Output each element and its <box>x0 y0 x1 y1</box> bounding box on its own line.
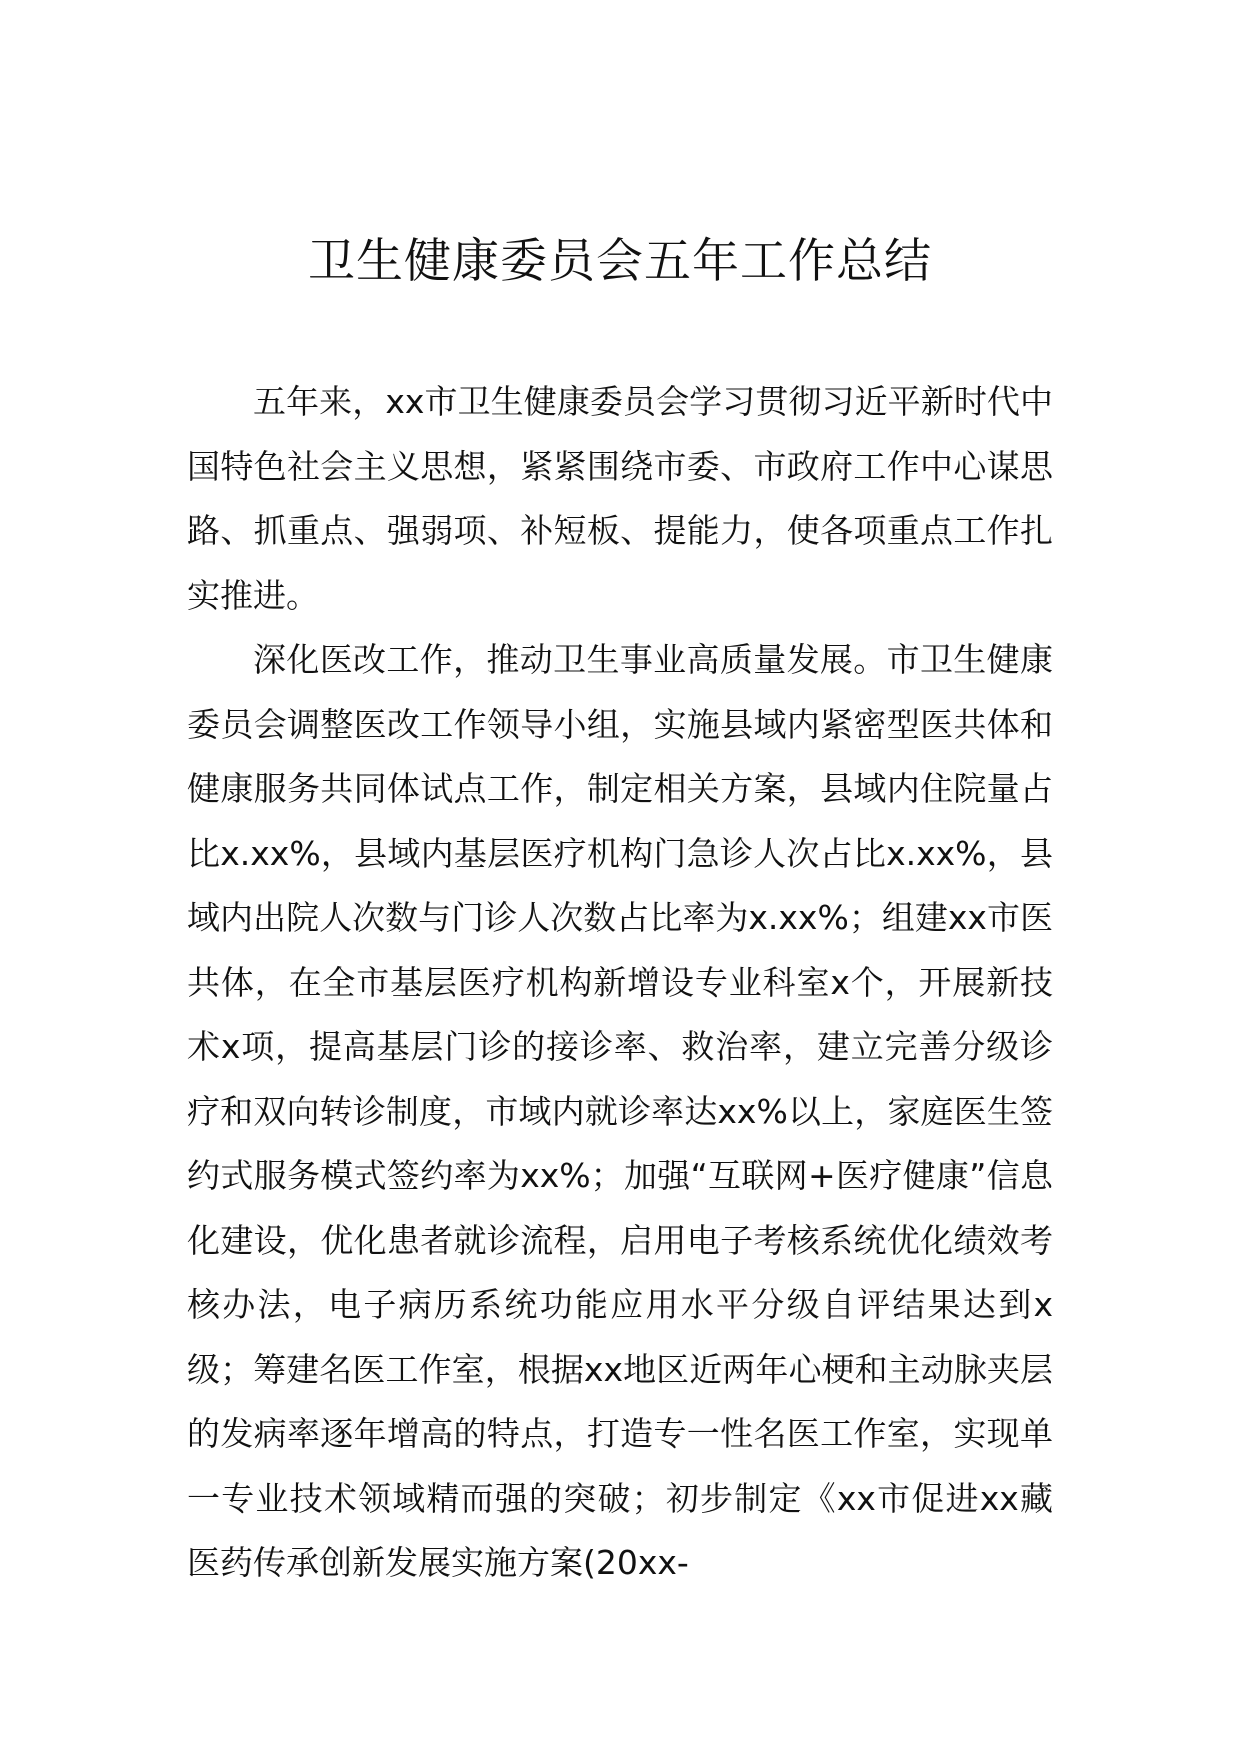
document-body <box>187 370 1053 1596</box>
document-title: 卫生健康委员会五年工作总结 <box>308 234 932 289</box>
paragraph-intro: 五年来，xx市卫生健康委员会学习贯彻习近平新时代中国特色社会主义思想，紧紧围绕市委、市政府工作中心谋思路、抓重点、强弱项、补短板、提能力，使各项重点工作扎实推进。 <box>187 382 1053 615</box>
paragraph-medical-reform: 深化医改工作，推动卫生事业高质量发展。市卫生健康委员会调整医改工作领导小组，实施县域内紧密型医共体和健康服务共同体试点工作，制定相关方案，县域内住院量占比x.xx%，县域内基层医疗机构门急诊人次占比x.xx%，县域内出院人次数与门诊人次数占比率为x.xx%；组建xx市医共体，在全市基层医疗机构新增设专业科室x个，开展新技术x项，提高基层门诊的接诊率、救治率，建立完善分级诊疗和双向转诊制度，市域内就诊率达xx%以上，家庭医生签约式服务模式签约率为xx%；加强“互联网+医疗健康”信息化建设，优化患者就诊流程，启用电子考核系统优化绩效考核办法，电子病历系统功能应用水平分级自评结果达到x级；筹建名医工作室，根据xx地区近两年心梗和主动脉夹层的发病率逐年增高的特点，打造专一性名医工作室，实现单一专业技术领域精而强的突破；初步制定《xx市促进xx藏医药传承创新发展实施方案(20xx- <box>187 640 1053 1582</box>
